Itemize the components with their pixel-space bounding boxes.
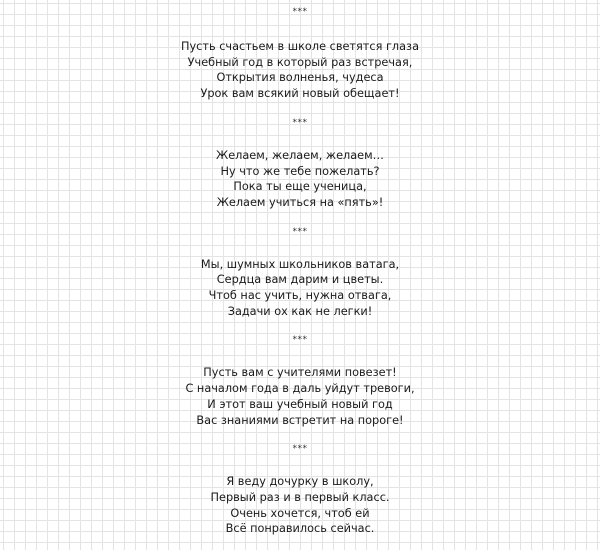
poem-line: Пусть счастьем в школе светятся глаза: [180, 40, 419, 53]
poem-line: Чтоб нас учить, нужна отвага,: [208, 289, 392, 303]
stanza: [0, 148, 600, 211]
poem-line: Ну что же тебе пожелать?: [220, 164, 380, 178]
separator: ***: [292, 117, 308, 128]
separator: ***: [292, 7, 308, 17]
poem-line: Пусть вам с учителями повезет!: [203, 366, 397, 380]
separator: ***: [292, 226, 308, 237]
poem-line: Всё понравилось сейчас.: [225, 522, 375, 536]
stanza: [0, 474, 600, 537]
poem-line: Открытия волненья, чудеса: [216, 71, 384, 85]
poem-line: Желаем, желаем, желаем…: [216, 148, 384, 162]
stanza: [0, 39, 600, 102]
poem-line: И этот ваш учебный новый год: [207, 397, 393, 411]
poem-line: Я веду дочурку в школу,: [226, 475, 374, 489]
poem-line: Задачи ох как не легки!: [227, 304, 373, 318]
poem-line: Очень хочется, чтоб ей: [230, 506, 370, 520]
poem-line: Мы, шумных школьников ватага,: [200, 257, 400, 271]
poem-line: Желаем учиться на «пять»!: [216, 195, 384, 209]
poem-line: С началом года в даль уйдут тревоги,: [185, 382, 415, 396]
stanza: [0, 365, 600, 428]
poem-line: Первый раз и в первый класс.: [210, 490, 390, 504]
stanza: [0, 257, 600, 320]
poem-line: Учебный год в который раз встречая,: [187, 55, 413, 69]
separator: ***: [292, 444, 308, 455]
poem-line: Сердца вам дарим и цветы.: [216, 273, 384, 287]
poem-line: Урок вам всякий новый обещает!: [200, 87, 400, 101]
poem-line: Вас знаниями встретит на пороге!: [196, 413, 404, 427]
poem-line: Пока ты еще ученица,: [233, 180, 367, 194]
separator: ***: [292, 335, 308, 346]
poem-list: [0, 4, 600, 550]
